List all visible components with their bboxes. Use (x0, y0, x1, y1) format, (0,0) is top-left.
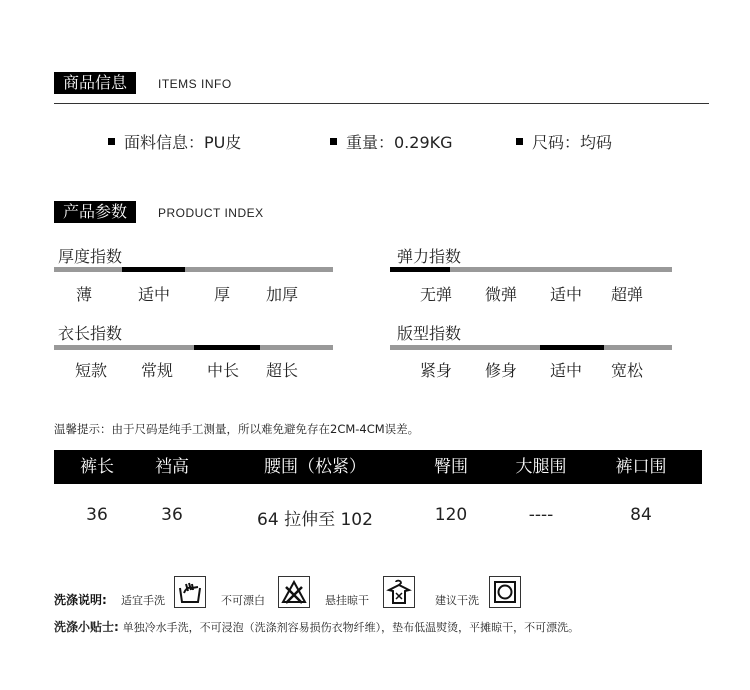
elasticity-option: 微弹 (485, 285, 518, 304)
bullet-square-icon (330, 138, 337, 145)
product-info-subtitle: ITEMS INFO (158, 77, 232, 91)
elasticity-option: 无弹 (420, 285, 453, 304)
fit-option: 紧身 (420, 361, 453, 380)
elasticity-option: 适中 (550, 285, 583, 304)
header-cell: 大腿围 (515, 457, 567, 477)
table-cell: ---- (528, 505, 554, 525)
hand-wash-icon (174, 576, 206, 608)
thickness-option: 适中 (138, 285, 171, 304)
thickness-option: 加厚 (266, 285, 299, 304)
elasticity-title: 弹力指数 (397, 247, 462, 266)
header-cell: 裤长 (80, 457, 114, 477)
bullet-square-icon (516, 138, 523, 145)
section-divider (54, 103, 709, 104)
header-cell: 腰围（松紧） (264, 457, 366, 477)
wash-item-label: 不可漂白 (221, 594, 265, 607)
wash-item-label: 悬挂晾干 (325, 594, 369, 607)
header-cell: 裆高 (155, 457, 189, 477)
hang-dry-icon (383, 576, 415, 608)
length-option: 超长 (266, 361, 299, 380)
thickness-option: 厚 (214, 285, 231, 304)
table-cell: 84 (630, 505, 652, 525)
wash-tips (54, 618, 579, 635)
table-cell: 120 (434, 505, 468, 525)
thickness-bar (54, 267, 333, 272)
wash-item-label: 适宜手洗 (121, 594, 165, 607)
fit-title: 版型指数 (397, 324, 462, 343)
wash-tips-text: 单独冷水手洗，不可浸泡（洗涤剂容易损伤衣物纤维），垫布低温熨烫，平摊晾干，不可漂洗。 (122, 621, 580, 634)
product-index-title: 产品参数 (54, 201, 136, 223)
thickness-option: 薄 (76, 285, 93, 304)
wash-tips-label: 洗涤小贴士: (54, 620, 119, 634)
fit-option: 适中 (550, 361, 583, 380)
header-cell: 裤口围 (615, 457, 667, 477)
elasticity-indicator (390, 267, 450, 272)
thickness-title: 厚度指数 (58, 247, 123, 266)
fit-bar (390, 345, 672, 350)
header-cell: 臀围 (434, 457, 468, 477)
thickness-indicator (122, 267, 185, 272)
info-weight: 重量：0.29KG (330, 130, 453, 153)
elasticity-bar (390, 267, 672, 272)
product-info-title: 商品信息 (54, 72, 136, 94)
table-cell: 64 拉伸至 102 (257, 510, 373, 530)
wash-item-label: 建议干洗 (435, 594, 479, 607)
length-option: 短款 (75, 361, 108, 380)
fit-indicator (540, 345, 604, 350)
elasticity-option: 超弹 (611, 285, 644, 304)
measurement-tip: 温馨提示：由于尺码是纯手工测量，所以难免避免存在2CM-4CM误差。 (54, 422, 420, 436)
dry-clean-icon (489, 576, 521, 608)
size-table-header (54, 450, 702, 484)
no-bleach-icon (278, 576, 310, 608)
length-option: 常规 (141, 361, 174, 380)
info-fabric: 面料信息：PU皮 (108, 130, 241, 153)
bullet-square-icon (108, 138, 115, 145)
table-cell: 36 (161, 505, 183, 525)
fit-option: 修身 (485, 361, 518, 380)
length-bar (54, 345, 333, 350)
wash-label: 洗涤说明: (54, 593, 107, 607)
table-cell: 36 (86, 505, 108, 525)
length-title: 衣长指数 (58, 324, 123, 343)
length-indicator (194, 345, 260, 350)
product-index-subtitle: PRODUCT INDEX (158, 206, 264, 220)
info-size: 尺码：均码 (516, 130, 612, 153)
length-option: 中长 (207, 361, 240, 380)
fit-option: 宽松 (611, 361, 644, 380)
